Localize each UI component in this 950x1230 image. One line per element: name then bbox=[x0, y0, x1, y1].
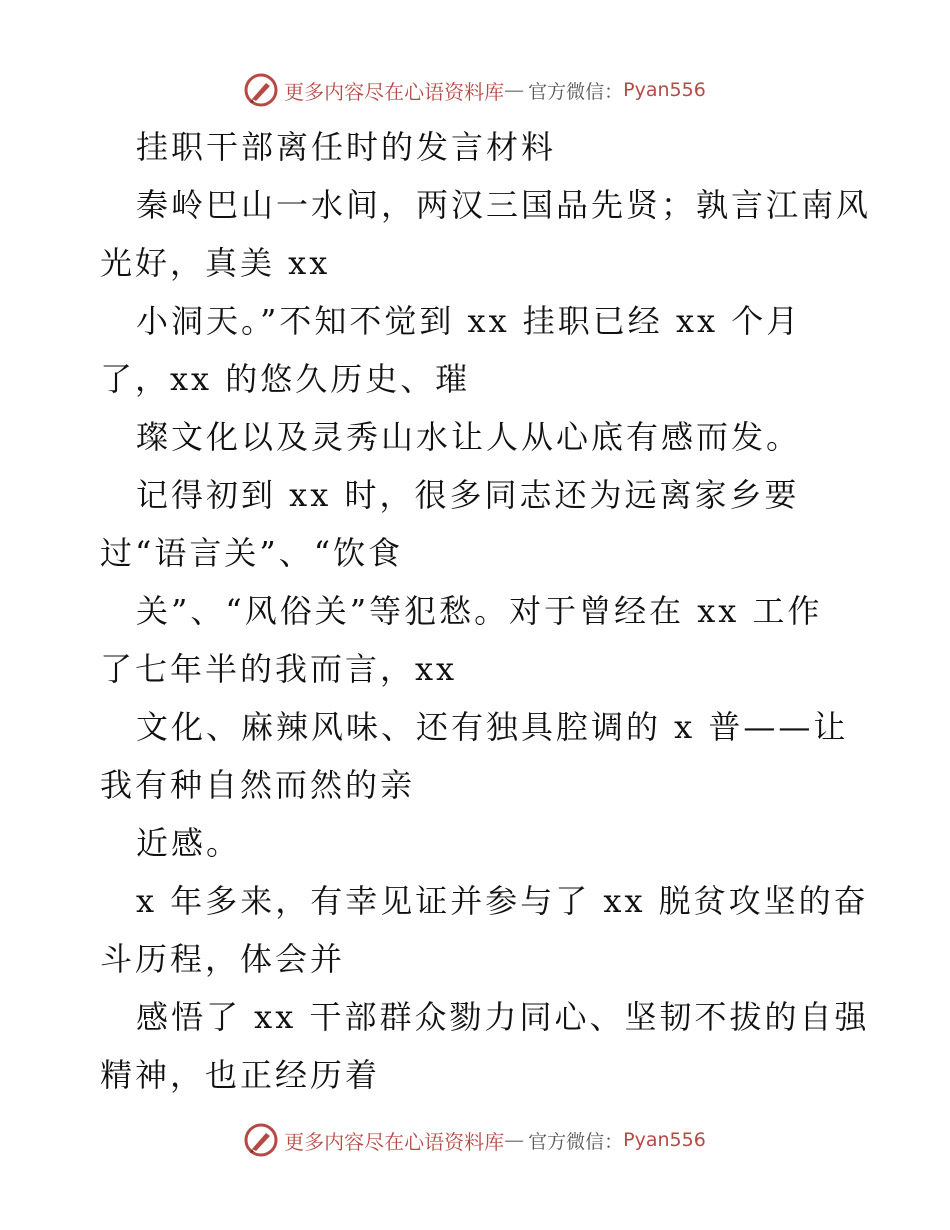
document-body bbox=[100, 118, 872, 1104]
header-separator: — bbox=[504, 78, 525, 102]
paragraph-line: 过“语言关”、“饮食 bbox=[100, 534, 404, 572]
pen-logo-icon bbox=[244, 73, 278, 107]
paragraph-line: 文化、麻辣风味、还有独具腔调的 x 普——让 bbox=[136, 708, 849, 746]
paragraph-line: 秦岭巴山一水间，两汉三国品先贤；孰言江南风 bbox=[136, 186, 872, 224]
footer-watermark-text: 更多内容尽在心语资料库 bbox=[284, 1129, 505, 1154]
paragraph-line: 感悟了 xx 干部群众勠力同心、坚韧不拔的自强 bbox=[136, 998, 870, 1036]
header-watermark bbox=[0, 70, 950, 110]
paragraph-line: 了七年半的我而言，xx bbox=[100, 650, 458, 688]
footer-wechat-id: Pyan556 bbox=[623, 1129, 706, 1151]
footer-watermark bbox=[0, 1120, 950, 1160]
paragraph-line: 光好，真美 xx bbox=[100, 244, 331, 282]
header-wechat-label: 官方微信： bbox=[528, 80, 624, 103]
header-watermark-text: 更多内容尽在心语资料库 bbox=[284, 79, 505, 104]
paragraph-line: x 年多来，有幸见证并参与了 xx 脱贫攻坚的奋 bbox=[136, 882, 869, 920]
paragraph-line: 我有种自然而然的亲 bbox=[100, 766, 416, 804]
paragraph-line: 璨文化以及灵秀山水让人从心底有感而发。 bbox=[136, 418, 802, 456]
paragraph-line: 记得初到 xx 时，很多同志还为远离家乡要 bbox=[136, 476, 800, 514]
paragraph-line: 小洞天。”不知不觉到 xx 挂职已经 xx 个月 bbox=[136, 302, 802, 340]
footer-separator: — bbox=[504, 1128, 525, 1152]
paragraph-line: 近感。 bbox=[136, 824, 242, 862]
paragraph-line: 精神，也正经历着 bbox=[100, 1056, 381, 1094]
pen-logo-icon bbox=[244, 1123, 278, 1157]
document-title: 挂职干部离任时的发言材料 bbox=[136, 128, 557, 166]
paragraph-line: 斗历程，体会并 bbox=[100, 940, 346, 978]
footer-wechat-label: 官方微信： bbox=[528, 1130, 624, 1153]
paragraph-line: 关”、“风俗关”等犯愁。对于曾经在 xx 工作 bbox=[136, 592, 823, 630]
header-wechat-id: Pyan556 bbox=[623, 79, 706, 101]
paragraph-line: 了，xx 的悠久历史、璀 bbox=[100, 360, 471, 398]
